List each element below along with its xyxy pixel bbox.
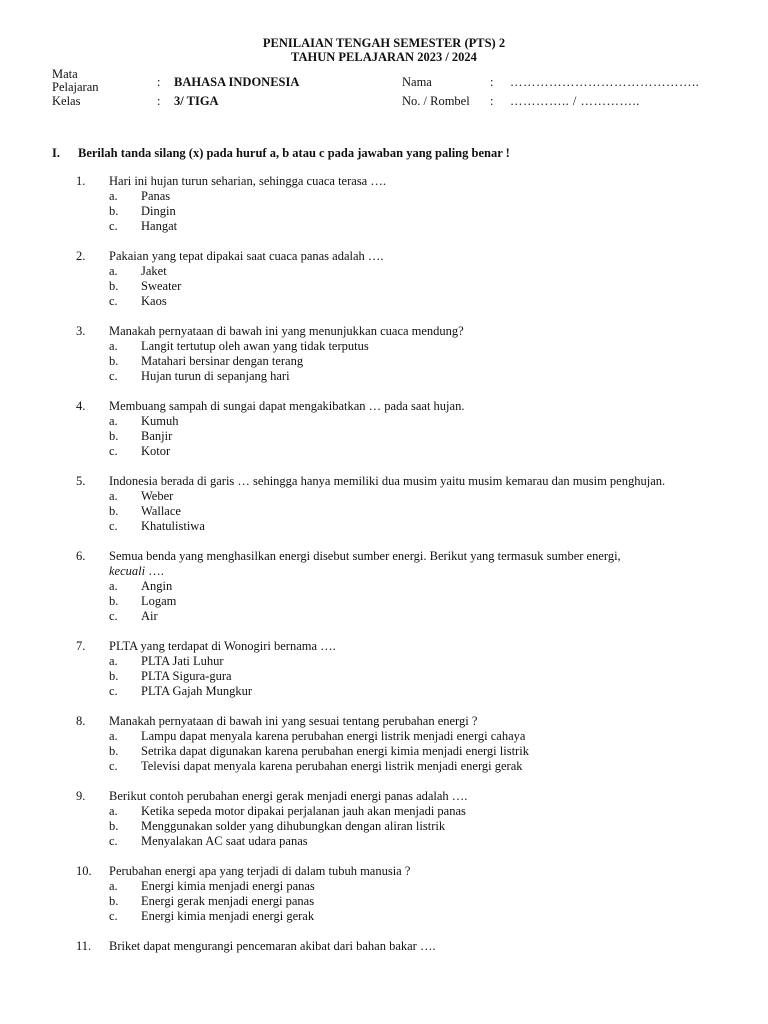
answer-option[interactable] — [76, 519, 696, 534]
answer-option[interactable] — [76, 414, 696, 429]
question-stem — [76, 714, 696, 729]
option-text: Jaket — [141, 264, 167, 278]
answer-option[interactable] — [76, 744, 696, 759]
question-text: Hari ini hujan turun seharian, sehingga cuaca terasa …. — [109, 174, 386, 188]
answer-option[interactable] — [76, 189, 696, 204]
option-letter: a. — [109, 264, 118, 278]
question-text: Manakah pernyataan di bawah ini yang menunjukkan cuaca mendung? — [109, 324, 464, 338]
question-text: Pakaian yang tepat dipakai saat cuaca panas adalah …. — [109, 249, 384, 263]
question-10 — [76, 864, 696, 924]
exam-header — [0, 36, 768, 64]
question-4 — [76, 399, 696, 459]
question-9 — [76, 789, 696, 849]
option-text: Televisi dapat menyala karena perubahan energi listrik menjadi energi gerak — [141, 759, 523, 773]
answer-option[interactable] — [76, 759, 696, 774]
name-colon: : — [490, 75, 494, 89]
option-letter: c. — [109, 684, 118, 698]
option-letter: a. — [109, 804, 118, 818]
question-list — [76, 174, 696, 969]
option-text: Dingin — [141, 204, 176, 218]
academic-year: TAHUN PELAJARAN 2023 / 2024 — [291, 50, 477, 64]
question-text: Berikut contoh perubahan energi gerak menjadi energi panas adalah …. — [109, 789, 468, 803]
option-text: Energi gerak menjadi energi panas — [141, 894, 315, 908]
answer-option[interactable] — [76, 294, 696, 309]
option-letter: c. — [109, 369, 118, 383]
option-text: Khatulistiwa — [141, 519, 205, 533]
option-text: Panas — [141, 189, 171, 203]
option-letter: b. — [109, 819, 119, 833]
answer-option[interactable] — [76, 219, 696, 234]
option-text: Hujan turun di sepanjang hari — [141, 369, 290, 383]
question-8 — [76, 714, 696, 774]
question-2 — [76, 249, 696, 309]
option-letter: c. — [109, 759, 118, 773]
option-text: Wallace — [141, 504, 181, 518]
answer-option[interactable] — [76, 354, 696, 369]
subject-colon: : — [157, 75, 161, 89]
info-row-class — [52, 94, 732, 114]
question-number: 10. — [76, 864, 92, 878]
question-number: 8. — [76, 714, 86, 728]
number-field[interactable]: ………….. / ………….. — [510, 94, 640, 108]
option-text: Kumuh — [141, 414, 179, 428]
option-text: Kotor — [141, 444, 171, 458]
name-label: Nama — [402, 75, 432, 89]
question-6 — [76, 549, 696, 624]
option-text: Weber — [141, 489, 174, 503]
option-letter: b. — [109, 429, 119, 443]
question-number: 7. — [76, 639, 86, 653]
question-11 — [76, 939, 696, 954]
answer-option[interactable] — [76, 804, 696, 819]
question-text: PLTA yang terdapat di Wonogiri bernama …. — [109, 639, 336, 653]
question-number: 3. — [76, 324, 86, 338]
option-letter: b. — [109, 669, 119, 683]
student-info — [52, 68, 732, 114]
option-text: Logam — [141, 594, 177, 608]
answer-option[interactable] — [76, 444, 696, 459]
question-number: 11. — [76, 939, 92, 953]
option-letter: a. — [109, 654, 118, 668]
answer-option[interactable] — [76, 579, 696, 594]
question-number: 6. — [76, 549, 86, 563]
option-letter: b. — [109, 894, 119, 908]
subject-value: BAHASA INDONESIA — [174, 75, 300, 89]
class-colon: : — [157, 94, 161, 108]
question-text: Manakah pernyataan di bawah ini yang sesuai tentang perubahan energi ? — [109, 714, 478, 728]
option-letter: c. — [109, 609, 118, 623]
answer-option[interactable] — [76, 834, 696, 849]
answer-option[interactable] — [76, 819, 696, 834]
answer-option[interactable] — [76, 264, 696, 279]
answer-option[interactable] — [76, 609, 696, 624]
question-7 — [76, 639, 696, 699]
option-letter: a. — [109, 414, 118, 428]
answer-option[interactable] — [76, 684, 696, 699]
option-letter: b. — [109, 504, 119, 518]
option-letter: c. — [109, 294, 118, 308]
question-number: 1. — [76, 174, 86, 188]
option-text: Kaos — [141, 294, 167, 308]
option-letter: a. — [109, 339, 118, 353]
question-stem — [76, 789, 696, 804]
answer-option[interactable] — [76, 879, 696, 894]
question-stem — [76, 324, 696, 339]
question-1 — [76, 174, 696, 234]
option-text: Energi kimia menjadi energi panas — [141, 879, 315, 893]
option-text: Banjir — [141, 429, 173, 443]
question-text: Membuang sampah di sungai dapat mengakibatkan … pada saat hujan. — [109, 399, 465, 413]
option-letter: a. — [109, 729, 118, 743]
option-text: Menyalakan AC saat udara panas — [141, 834, 308, 848]
question-number: 4. — [76, 399, 86, 413]
option-text: Lampu dapat menyala karena perubahan energi listrik menjadi energi cahaya — [141, 729, 526, 743]
question-stem — [76, 864, 696, 879]
option-letter: c. — [109, 909, 118, 923]
number-label: No. / Rombel — [402, 94, 470, 108]
answer-option[interactable] — [76, 369, 696, 384]
answer-option[interactable] — [76, 729, 696, 744]
question-stem — [76, 249, 696, 264]
option-text: Menggunakan solder yang dihubungkan dengan aliran listrik — [141, 819, 446, 833]
question-number: 2. — [76, 249, 86, 263]
question-3 — [76, 324, 696, 384]
question-text-tail: …. — [145, 564, 164, 578]
answer-option[interactable] — [76, 339, 696, 354]
class-value: 3/ TIGA — [174, 94, 219, 108]
option-letter: a. — [109, 879, 118, 893]
option-text: Angin — [141, 579, 173, 593]
option-text: Langit tertutup oleh awan yang tidak terputus — [141, 339, 369, 353]
question-stem — [76, 939, 696, 954]
option-letter: c. — [109, 444, 118, 458]
answer-option[interactable] — [76, 489, 696, 504]
option-letter: b. — [109, 354, 119, 368]
option-text: Energi kimia menjadi energi gerak — [141, 909, 315, 923]
question-number: 5. — [76, 474, 86, 488]
option-letter: c. — [109, 834, 118, 848]
question-text: Semua benda yang menghasilkan energi disebut sumber energi. Berikut yang termasuk sumber energi, — [109, 549, 621, 563]
subject-label — [52, 68, 99, 94]
option-text: PLTA Sigura-gura — [141, 669, 232, 683]
option-text: Matahari bersinar dengan terang — [141, 354, 304, 368]
option-letter: b. — [109, 279, 119, 293]
question-stem — [76, 174, 696, 189]
option-letter: b. — [109, 204, 119, 218]
name-field[interactable]: …………………………………….. — [510, 75, 700, 89]
question-text: Perubahan energi apa yang terjadi di dalam tubuh manusia ? — [109, 864, 411, 878]
option-text: PLTA Jati Luhur — [141, 654, 224, 668]
option-text: Sweater — [141, 279, 182, 293]
question-text: Briket dapat mengurangi pencemaran akibat dari bahan bakar …. — [109, 939, 436, 953]
question-stem — [76, 474, 696, 489]
class-label: Kelas — [52, 94, 81, 108]
answer-option[interactable] — [76, 504, 696, 519]
subject-label-line1: Mata — [52, 67, 78, 81]
info-row-subject — [52, 68, 732, 94]
question-number: 9. — [76, 789, 86, 803]
answer-option[interactable] — [76, 594, 696, 609]
answer-option[interactable] — [76, 279, 696, 294]
exam-title: PENILAIAN TENGAH SEMESTER (PTS) 2 — [262, 36, 506, 50]
option-text: Hangat — [141, 219, 178, 233]
section-text: Berilah tanda silang (x) pada huruf a, b atau c pada jawaban yang paling benar ! — [78, 146, 510, 160]
option-letter: a. — [109, 489, 118, 503]
question-stem — [76, 639, 696, 654]
option-letter: b. — [109, 744, 119, 758]
option-text: Setrika dapat digunakan karena perubahan energi kimia menjadi energi listrik — [141, 744, 529, 758]
answer-option[interactable] — [76, 204, 696, 219]
option-letter: c. — [109, 519, 118, 533]
answer-option[interactable] — [76, 894, 696, 909]
number-colon: : — [490, 94, 494, 108]
answer-option[interactable] — [76, 429, 696, 444]
option-letter: b. — [109, 594, 119, 608]
option-text: Ketika sepeda motor dipakai perjalanan jauh akan menjadi panas — [141, 804, 466, 818]
subject-label-line2: Pelajaran — [52, 80, 99, 94]
option-letter: a. — [109, 189, 118, 203]
option-text: PLTA Gajah Mungkur — [141, 684, 253, 698]
question-stem — [76, 399, 696, 414]
option-letter: a. — [109, 579, 118, 593]
answer-option[interactable] — [76, 909, 696, 924]
answer-option[interactable] — [76, 669, 696, 684]
answer-option[interactable] — [76, 654, 696, 669]
question-5 — [76, 474, 696, 534]
question-text-italic: kecuali — [109, 564, 146, 578]
question-stem — [76, 549, 696, 579]
option-letter: c. — [109, 219, 118, 233]
section-number: I. — [52, 146, 60, 160]
option-text: Air — [141, 609, 158, 623]
question-text: Indonesia berada di garis … sehingga hanya memiliki dua musim yaitu musim kemarau dan musim penghujan. — [109, 474, 666, 488]
